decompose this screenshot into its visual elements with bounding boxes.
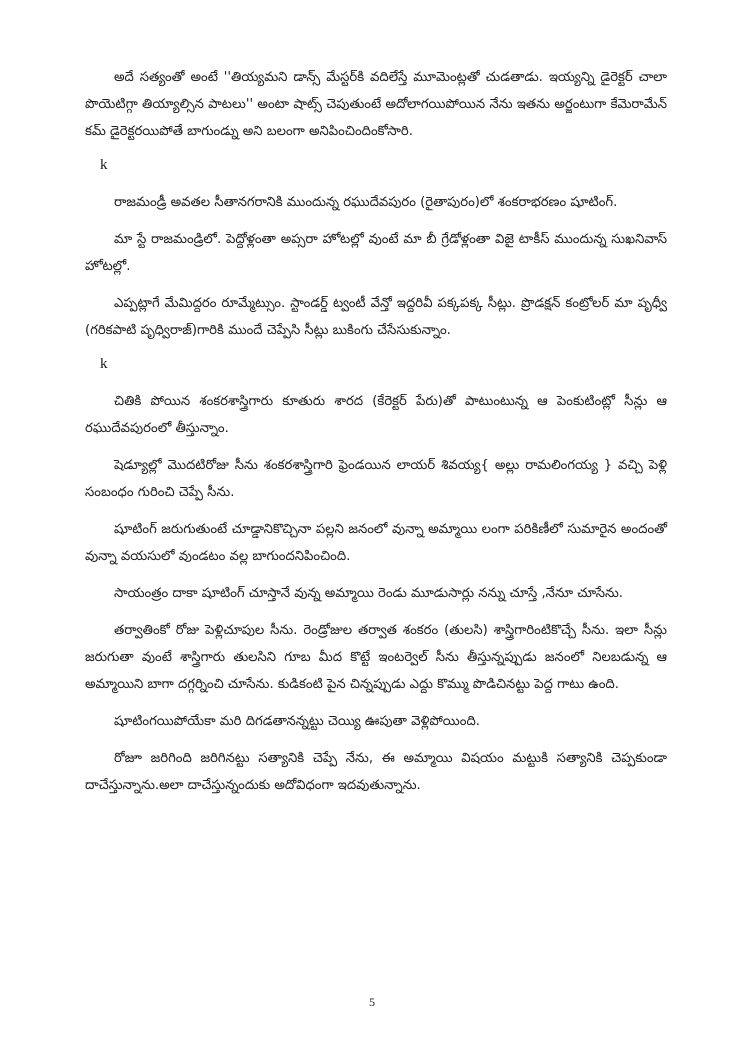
paragraph-8: సాయంత్రం దాకా షూటింగ్ చూస్తానే వున్న అమ్మాయి రెండు మూడుసార్లు నన్ను చూస్తే ,నేనూ చూసేను.	[114, 586, 623, 601]
section-separator-1: k	[100, 157, 108, 173]
paragraph-3: మా స్టే రాజమండ్రిలో. పెద్దోళ్లంతా అప్సరా హోటల్లో వుంటే మా బీ గ్రేడోళ్లంతా విజై టాకీస్ ముందున్న సుఖనివాస్ హోటల్లో.	[85, 232, 667, 274]
paragraph-4: ఎప్పట్లాగే మేమిద్దరం రూమ్మేట్సుం. స్టాండర్డ్ ట్వంటీ వేన్తో ఇద్దరివీ పక్కపక్క సీట్లు. ప్రొడక్షన్ కంట్రోలర్ మా పృధ్వీ (గరికపాటి పృధ్విరాజ్)గారికి ముందే చెప్పేసి సీట్లు బుకింగు చేసేసుకున్నాం.	[85, 296, 667, 338]
paragraph-6: షెడ్యూల్లో మొదటిరోజు సీను శంకరశాస్త్రిగారి ఫ్రెండయిన లాయర్ శివయ్య{ అల్లు రామలింగయ్య } వచ్చి పెళ్లి సంబంధం గురించి చెప్పే సీను.	[85, 458, 667, 500]
paragraph-2: రాజమండ్రీ అవతల సీతానగరానికి ముందున్న రఘుదేవపురం (రైతాపురం)లో శంకరాభరణం షూటింగ్.	[114, 195, 618, 210]
paragraph-7: షూటింగ్ జరుగుతుంటే చూడ్డానికొచ్చినా పల్లని జనంలో వున్నా అమ్మాయి లంగా పరికిణీలో సుమారైన అందంతో వున్నా వయసులో వుండటం వల్ల బాగుందనిపించింది.	[85, 522, 667, 564]
paragraph-9: తర్వాతింకో రోజు పెళ్లిచూపుల సీను. రెండ్రోజుల తర్వాత శంకరం (తులసి) శాస్త్రిగారింటికొచ్చే సీను. ఇలా సీన్లు జరుగుతా వుంటే శాస్త్రిగారు తులసిని గూబ మీద కొట్టే ఇంటర్వెల్ సీను తీస్తున్నప్పుడు జనంలో నిలబడున్న ఆ అమ్మాయిని బాగా దగ్గర్నించి చూసేను. కుడికంటి పైన చిన్నప్పుడు ఎద్దు కొమ్ము పొడిచినట్టు పెద్ద గాటు ఉంది.	[85, 623, 667, 692]
section-separator-2: k	[100, 356, 108, 372]
paragraph-5: చితికి పోయిన శంకరశాస్త్రిగారు కూతురు శారద (కేరెక్టర్ పేరు)తో పాటుంటున్న ఆ పెంకుటింట్లో సీన్లు ఆ రఘుదేవపురంలో తీస్తున్నాం.	[85, 394, 667, 436]
paragraph-10: షూటింగయిపోయేకా మరి దిగడతానన్నట్టు చెయ్యి ఊపుతా వెళ్లిపోయింది.	[114, 714, 480, 729]
document-page	[85, 64, 667, 994]
page-number: 5	[369, 995, 375, 1009]
paragraph-1: అదే సత్యంతో అంటే ''తియ్యమని డాన్స్ మేస్టర్‌కి వదిలేస్తే మూమెంట్లతో చుడతాడు. ఇయ్యన్ని డైరెక్టర్ చాలా పొయెటిగ్గా తియ్యాల్సిన పాటలు'' అంటా షాట్స్ చెపుతుంటే అదోలాగయిపోయిన నేను ఇతను అర్జంటుగా కేమెరామేన్ కమ్ డైరెక్టరయిపోతే బాగుండ్ను అని బలంగా అనిపించిందింకోసారి.	[85, 70, 667, 139]
paragraph-11: రోజూ జరిగింది జరిగినట్టు సత్యానికి చెప్పే నేను, ఈ అమ్మాయి విషయం మట్టుకి సత్యానికి చెప్పకుండా దాచేస్తున్నాను.అలా దాచేస్తున్నందుకు అదోవిధంగా ఇదవుతున్నాను.	[85, 751, 667, 793]
